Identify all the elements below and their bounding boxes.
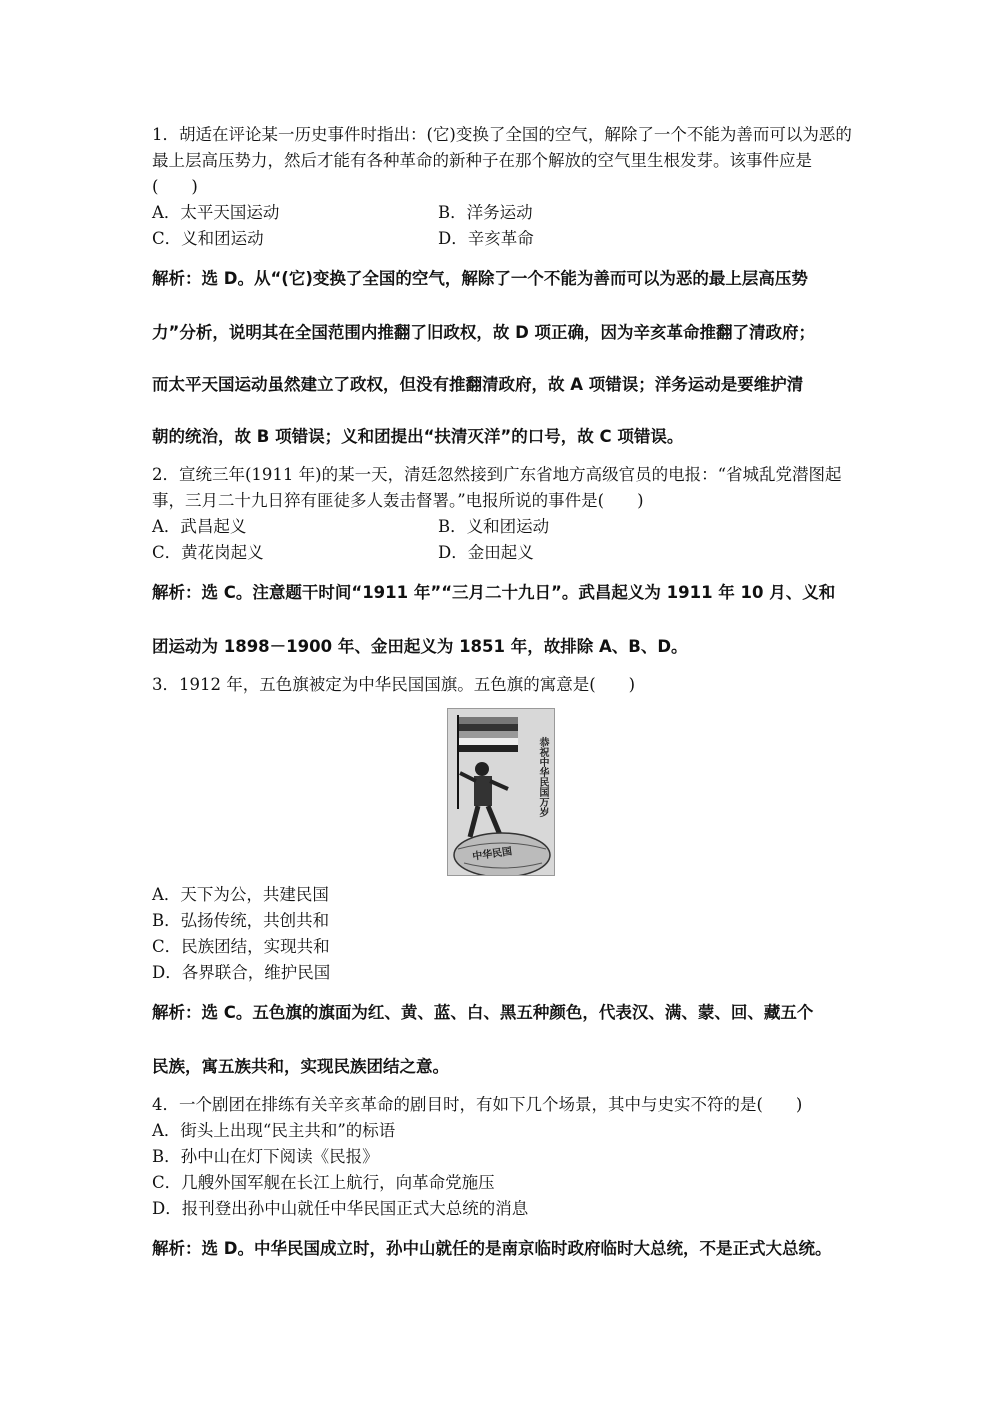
question-2-option-d: D．金田起义 (438, 543, 534, 562)
question-1-analysis-line-3: 而太平天国运动虽然建立了政权，但没有推翻清政府，故 A 项错误；洋务运动是要维护清 (152, 375, 804, 394)
question-3-analysis-line-1: 解析：选 C。五色旗的旗面为红、黄、蓝、白、黑五种颜色，代表汉、满、蒙、回、藏五个 (152, 1003, 814, 1022)
figure-vertical-caption: 恭祝中华民国万岁 (537, 737, 548, 817)
question-2-option-b: B．义和团运动 (438, 517, 550, 536)
question-4-stem: 4．一个剧团在排练有关辛亥革命的剧目时，有如下几个场景，其中与史实不符的是( ) (152, 1095, 803, 1114)
question-4-option-b: B．孙中山在灯下阅读《民报》 (152, 1147, 379, 1166)
question-2-option-c: C．黄花岗起义 (152, 543, 264, 562)
question-4-option-c: C．几艘外国军舰在长江上航行，向革命党施压 (152, 1173, 495, 1192)
five-color-flag-illustration (447, 708, 555, 876)
question-3-stem: 3．1912 年，五色旗被定为中华民国国旗。五色旗的寓意是( ) (152, 675, 636, 694)
question-1-stem: 1．胡适在评论某一历史事件时指出：(它)变换了全国的空气，解除了一个不能为善而可以为恶的最上层高压势力，然后才能有各种革命的新种子在那个解放的空气里生根发芽。该事件应是( ) (152, 125, 852, 196)
question-3-option-d: D．各界联合，维护民国 (152, 963, 331, 982)
question-1-option-c: C．义和团运动 (152, 229, 264, 248)
question-4-option-d: D．报刊登出孙中山就任中华民国正式大总统的消息 (152, 1199, 529, 1218)
question-1-option-d: D．辛亥革命 (438, 229, 534, 248)
question-3-option-a: A．天下为公，共建民国 (152, 885, 329, 904)
question-1-option-a: A．太平天国运动 (152, 203, 280, 222)
question-3-option-c: C．民族团结，实现共和 (152, 937, 330, 956)
question-4-option-a: A．街头上出现“民主共和”的标语 (152, 1121, 396, 1140)
question-1-option-b: B．洋务运动 (438, 203, 533, 222)
question-1-analysis-line-4: 朝的统治，故 B 项错误；义和团提出“扶清灭洋”的口号，故 C 项错误。 (152, 427, 684, 446)
question-4-analysis-line-1: 解析：选 D。中华民国成立时，孙中山就任的是南京临时政府临时大总统，不是正式大总统。 (152, 1239, 832, 1258)
question-1-analysis-line-1: 解析：选 D。从“(它)变换了全国的空气，解除了一个不能为善而可以为恶的最上层高压势 (152, 269, 808, 288)
question-3-analysis-line-2: 民族，寓五族共和，实现民族团结之意。 (152, 1057, 449, 1076)
question-1-analysis-line-2: 力”分析，说明其在全国范围内推翻了旧政权，故 D 项正确，因为辛亥革命推翻了清政府； (152, 323, 816, 342)
figure-globe-caption: 中华民国 (471, 846, 513, 863)
question-3-option-b: B．弘扬传统，共创共和 (152, 911, 330, 930)
question-2-analysis-line-1: 解析：选 C。注意题干时间“1911 年”“三月二十九日”。武昌起义为 1911 年 10 月、义和 (152, 583, 836, 602)
question-2-analysis-line-2: 团运动为 1898－1900 年、金田起义为 1851 年，故排除 A、B、D。 (152, 637, 688, 656)
question-2-stem: 2．宣统三年(1911 年)的某一天，清廷忽然接到广东省地方高级官员的电报：“省城乱党潜图起事，三月二十九日猝有匪徒多人轰击督署。”电报所说的事件是( ) (152, 465, 842, 510)
question-2-option-a: A．武昌起义 (152, 517, 247, 536)
